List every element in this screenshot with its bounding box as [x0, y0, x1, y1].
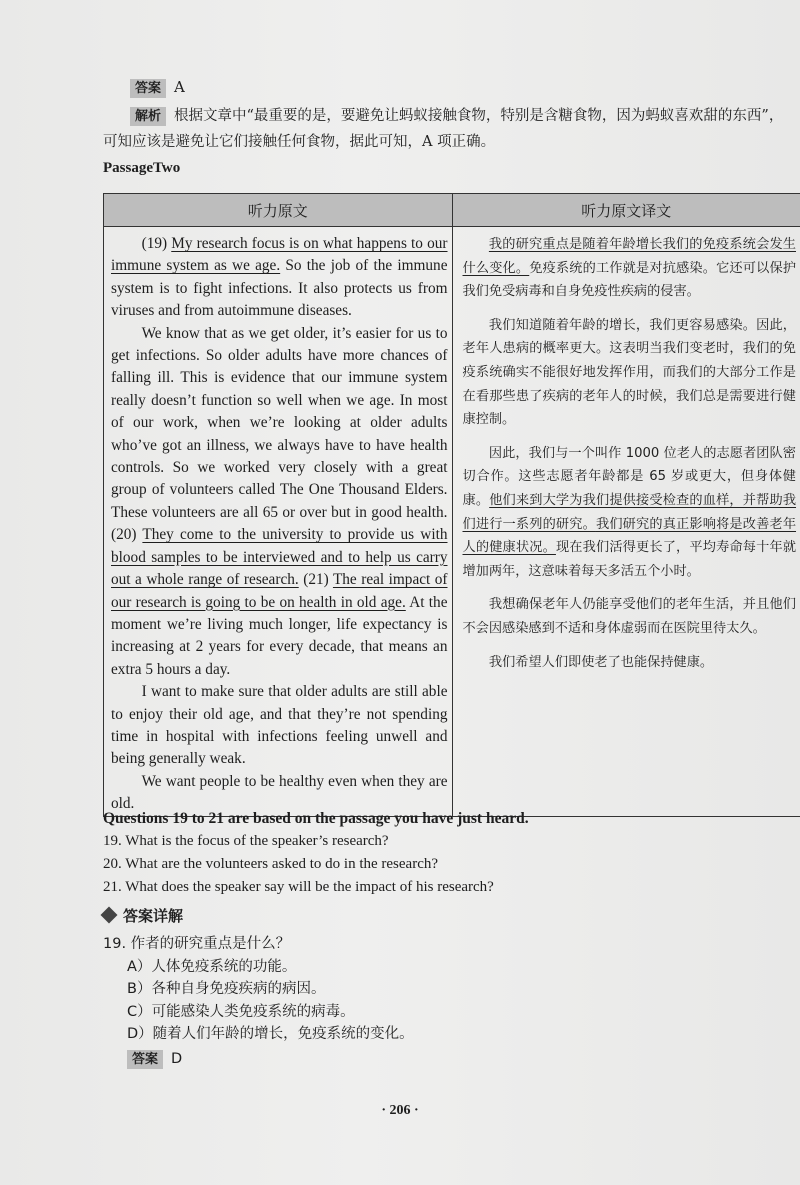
- underlined-answer-19: My research focus is on what happens to our immune system as we age.: [111, 235, 448, 275]
- option-c: C）可能感染人类免疫系统的病毒。: [127, 1003, 355, 1020]
- analysis-text: 根据文章中“最重要的是，要避免让蚂蚁接触食物，特别是含糖食物，因为蚂蚁喜欢甜的东西”，可知应该是避免让它们接触任何食物，据此可知，A 项正确。: [103, 108, 784, 150]
- transcript-table: [103, 193, 800, 817]
- detail-answer-tag: 答案: [127, 1050, 163, 1069]
- question-20: 20. What are the volunteers asked to do in the research?: [103, 856, 439, 872]
- underlined-answer-21: The real impact of our research is going to be on health in old age.: [111, 571, 448, 611]
- answer-tag: 答案: [130, 79, 166, 98]
- chinese-translation: [452, 227, 800, 817]
- option-b: B）各种自身免疫疾病的病因。: [127, 981, 326, 998]
- zh-underlined-19: 我的研究重点是随着年龄增长我们的免疫系统会发生什么变化。: [462, 237, 796, 276]
- analysis-paragraph: [103, 103, 793, 155]
- page-number: · 206 ·: [381, 1103, 419, 1118]
- question-21: 21. What does the speaker say will be the impact of his research?: [103, 879, 494, 895]
- questions-block: [103, 807, 529, 899]
- option-d: D）随着人们年龄的增长，免疫系统的变化。: [127, 1026, 414, 1043]
- zh-paragraph-4: 我想确保老年人仍能享受他们的老年生活，并且他们不会因感染感到不适和身体虚弱而在医院里待太久。: [462, 597, 796, 636]
- zh-underlined-20: 他们来到大学为我们提供接受检查的血样，并帮助我们进行一系列的研究。: [462, 492, 797, 532]
- zh-underlined-21: 我们研究的真正影响将是改善老年人的健康状况。: [462, 516, 797, 556]
- questions-heading: Questions 19 to 21 are based on the passage you have just heard.: [103, 810, 529, 827]
- zh-paragraph-5: 我们希望人们即使老了也能保持健康。: [488, 654, 714, 670]
- english-transcript: [104, 227, 453, 817]
- zh-paragraph-3: 因此，我们与一个叫作 1000 位老人的志愿者团队密切合作。这些志愿者年龄都是 65 岁或更大，但身体健康。他们来到大学为我们提供接受检查的血样，并帮助我们进行一系列的研究。我们研究的真正影响将是改善老年人的健康状况。现在我们活得更长了，平均寿命每十年就增加两年，这意味着每天多活五个小时。: [462, 445, 797, 579]
- analysis-tag: 解析: [130, 107, 166, 126]
- detail-answer: 答案 D: [103, 1048, 414, 1071]
- underlined-answer-20: They come to the university to provide us with blood samples to be interviewed and to help us carry out a whole range of research.: [111, 526, 448, 589]
- question-19-detail: [103, 933, 414, 1071]
- question-stem: 19. 作者的研究重点是什么？: [103, 936, 291, 952]
- cube-icon: [101, 907, 118, 924]
- zh-paragraph-1: 我的研究重点是随着年龄增长我们的免疫系统会发生什么变化。免疫系统的工作就是对抗感染。它还可以保护我们免受病毒和自身免疫性疾病的侵害。: [462, 237, 797, 300]
- answer-value: A: [174, 78, 185, 96]
- en-paragraph-3: I want to make sure that older adults are still able to enjoy their old age, and that they’re not spending time in hospital with infections feeling unwell and being generally weak.: [111, 683, 448, 768]
- answer-detail-heading: 答案详解: [103, 905, 183, 926]
- en-paragraph-1: (19) My research focus is on what happens to our immune system as we age. So the job of the immune system is to fight infections. It also protects us from viruses and from autoimmune diseases.: [111, 235, 448, 320]
- header-transcript: 听力原文: [104, 194, 453, 227]
- passage-title: PassageTwo: [103, 160, 181, 176]
- zh-paragraph-2: 我们知道随着年龄的增长，我们更容易感染。因此，老年人患病的概率更大。这表明当我们变老时，我们的免疫系统确实不能很好地发挥作用，而我们的大部分工作是在看那些患了疾病的老年人的时候，我们总是需要进行健康控制。: [462, 317, 796, 428]
- header-translation: 听力原文译文: [452, 194, 800, 227]
- en-paragraph-2: We know that as we get older, it’s easier for us to get infections. So older adults have more chances of falling ill. This is evidence that our immune system really doesn’t function so well when we age. In most of our work, when we’re looking at older adults who’ve got an illness, we always have to have health controls. So we worked very closely with a great group of volunteers called The One Thousand Elders. These volunteers are all 65 or over but in good health. (20) They come to the university to provide us with blood samples to be interviewed and to help us carry out a whole range of research. (21) The real impact of our research is going to be on health in old age. At the moment we’re living much longer, life expectancy is increasing at 2 years for every decade, that means an extra 5 hours a day.: [111, 324, 448, 678]
- option-a: A）人体免疫系统的功能。: [127, 958, 297, 975]
- question-19: 19. What is the focus of the speaker’s research?: [103, 833, 389, 849]
- answer-line: [130, 78, 185, 98]
- en-paragraph-4: We want people to be healthy even when they are old.: [111, 772, 448, 813]
